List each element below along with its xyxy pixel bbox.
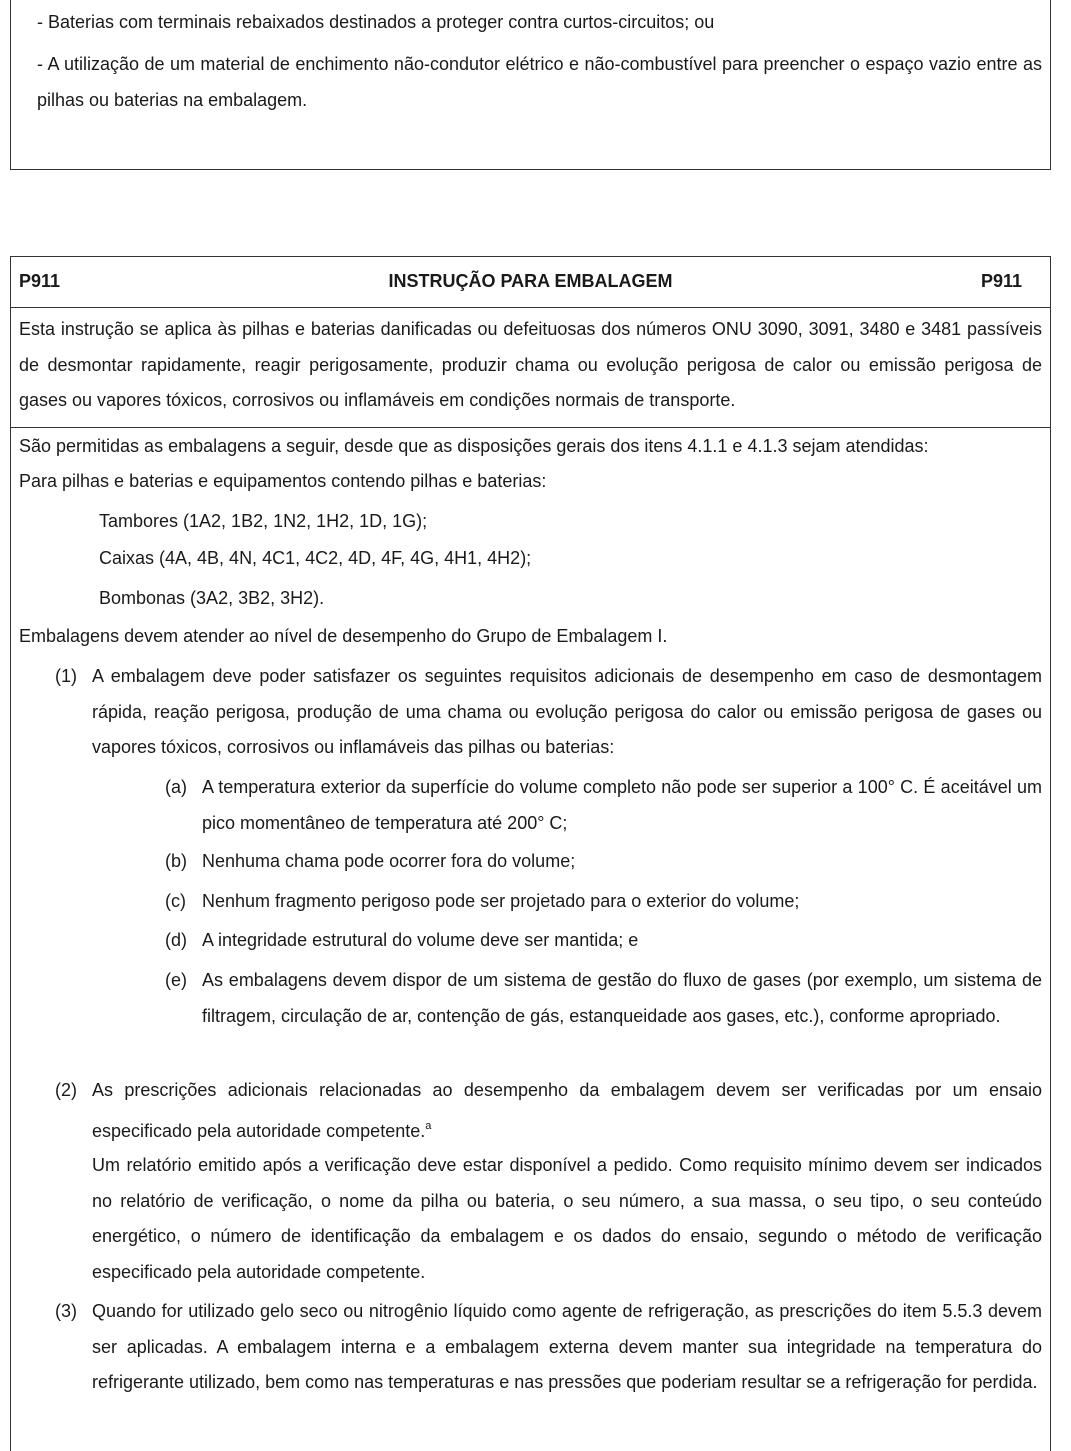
packaging-type-boxes: Caixas (4A, 4B, 4N, 4C1, 4C2, 4D, 4F, 4G, 4H1, 4H2); <box>99 548 532 568</box>
requirement-2-text: As prescrições adicionais relacionadas ao desempenho da embalagem devem ser verificadas por um ensaio especificado pela autoridade competente.$^a$ <box>92 1080 1042 1141</box>
packing-instruction-table <box>10 256 1051 1451</box>
instruction-header <box>11 257 1050 308</box>
requirement-3-text: Quando for utilizado gelo seco ou nitrogênio líquido como agente de refrigeração, as prescrições do item 5.5.3 devem ser aplicadas. A embalagem interna e a embalagem externa devem manter sua integridade na temperatura do refrigerante utilizado, bem como nas temperaturas e nas pressões que poderiam resultar se a refrigeração for perdida. <box>92 1301 1042 1392</box>
sub-item-b-text: Nenhuma chama pode ocorrer fora do volume; <box>202 851 576 871</box>
requirement-2-number: (2) <box>55 1080 77 1100</box>
permitted-packagings-text: São permitidas as embalagens a seguir, desde que as disposições gerais dos itens 4.1.1 e 4.1.3 sejam atendidas: <box>19 436 929 456</box>
instruction-code-right: P911 <box>980 271 1022 291</box>
sub-item-a-label: (a) <box>165 777 187 797</box>
sub-item-d-label: (d) <box>165 930 187 950</box>
packaging-type-jerricans: Bombonas (3A2, 3B2, 3H2). <box>99 588 325 608</box>
sub-item-c-label: (c) <box>165 891 186 911</box>
sub-item-e-text: As embalagens devem dispor de um sistema de gestão do fluxo de gases (por exemplo, um sistema de filtragem, circulação de ar, contenção de gás, estanqueidade aos gases, etc.), conforme apropriado. <box>202 970 1042 1026</box>
footnote-marker: a <box>425 1119 432 1132</box>
scope-section <box>11 307 1050 428</box>
verification-report-text: Um relatório emitido após a verificação deve estar disponível a pedido. Como requisito mínimo devem ser indicados no relatório de verificação, o nome da pilha ou bateria, o seu número, a sua massa, o seu tipo, o seu conteúdo energético, o número de identificação da embalagem e os dados do ensaio, segundo o método de verificação especificado pela autoridade competente. <box>92 1155 1042 1282</box>
batteries-equipment-text: Para pilhas e baterias e equipamentos contendo pilhas e baterias: <box>19 471 547 491</box>
filling-material-item: - A utilização de um material de enchimento não-condutor elétrico e não-combustível para preencher o espaço vazio entre as pilhas ou baterias na embalagem. <box>37 54 1042 110</box>
requirement-3-number: (3) <box>55 1301 77 1321</box>
instruction-code-left: P911 <box>19 271 61 291</box>
requirement-1-number: (1) <box>55 666 77 686</box>
packaging-type-drums: Tambores (1A2, 1B2, 1N2, 1H2, 1D, 1G); <box>99 511 428 531</box>
instruction-title: INSTRUÇÃO PARA EMBALAGEM <box>388 271 673 291</box>
battery-terminals-item: - Baterias com terminais rebaixados destinados a proteger contra curtos-circuitos; ou <box>37 12 715 32</box>
scope-text: Esta instrução se aplica às pilhas e baterias danificadas ou defeituosas dos números ONU 3090, 3091, 3480 e 3481 passíveis de desmontar rapidamente, reagir perigosamente, produzir chama ou evolução perigosa de calor ou emissão perigosa de gases ou vapores tóxicos, corrosivos ou inflamáveis em condições normais de transporte. <box>19 319 1042 410</box>
sub-item-c-text: Nenhum fragmento perigoso pode ser projetado para o exterior do volume; <box>202 891 800 911</box>
previous-instruction-box <box>10 0 1051 170</box>
sub-item-e-label: (e) <box>165 970 187 990</box>
sub-item-d-text: A integridade estrutural do volume deve ser mantida; e <box>202 930 639 950</box>
packing-group-text: Embalagens devem atender ao nível de desempenho do Grupo de Embalagem I. <box>19 626 668 646</box>
sub-item-b-label: (b) <box>165 851 187 871</box>
requirement-1-text: A embalagem deve poder satisfazer os seguintes requisitos adicionais de desempenho em caso de desmontagem rápida, reação perigosa, produção de uma chama ou evolução perigosa do calor ou emissão perigosa de gases ou vapores tóxicos, corrosivos ou inflamáveis das pilhas ou baterias: <box>92 666 1042 757</box>
sub-item-a-text: A temperatura exterior da superfície do volume completo não pode ser superior a 100° C. É aceitável um pico momentâneo de temperatura até 200° C; <box>202 777 1042 833</box>
